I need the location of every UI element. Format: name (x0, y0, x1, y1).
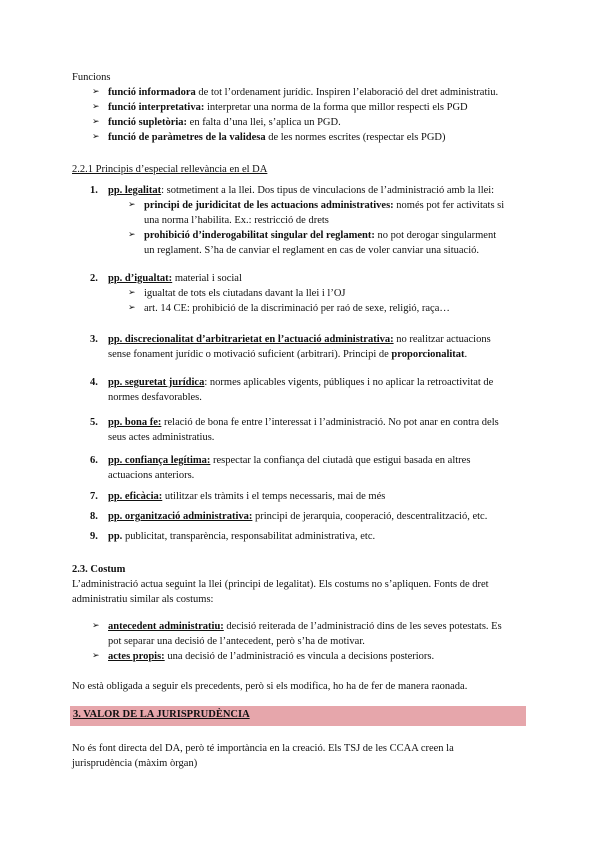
paragraph-line: No està obligada a seguir els precedents, però si els modifica, ho ha de fer de manera raonada. (72, 681, 468, 692)
arrowhead-bullet-icon: ➢ (128, 303, 136, 313)
arrowhead-bullet-icon: ➢ (92, 117, 100, 127)
item-number: 7. (90, 491, 98, 502)
principle-continuation: sense fonament jurídic o motivació suficient (arbitrari). Principi de proporcionalitat. (108, 349, 468, 360)
arrowhead-bullet-icon: ➢ (128, 288, 136, 298)
arrowhead-bullet-icon: ➢ (92, 651, 100, 661)
principle-discrecionalitat: pp. discrecionalitat d’arbitrarietat en l’actuació administrativa: no realitzar actuacions (108, 334, 491, 345)
paragraph-line: administratiu similar als costums: (72, 594, 214, 605)
principle-continuation: normes desfavorables. (108, 392, 202, 403)
item-number: 1. (90, 185, 98, 196)
section-221-title: 2.2.1 Principis d’especial rellevància en el DA (72, 164, 268, 175)
sub-item: igualtat de tots els ciutadans davant la llei i l’OJ (144, 288, 346, 299)
arrowhead-bullet-icon: ➢ (128, 200, 136, 210)
item-number: 9. (90, 531, 98, 542)
arrowhead-bullet-icon: ➢ (128, 230, 136, 240)
list-item: funció de paràmetres de la validesa de les normes escrites (respectar els PGD) (108, 132, 446, 143)
item-number: 6. (90, 455, 98, 466)
arrowhead-bullet-icon: ➢ (92, 87, 100, 97)
principle-eficacia: pp. eficàcia: utilitzar els tràmits i el temps necessaris, mai de més (108, 491, 386, 502)
item-number: 4. (90, 377, 98, 388)
principle-bona-fe: pp. bona fe: relació de bona fe entre l’interessat i l’administració. No pot anar en contra dels (108, 417, 499, 428)
sub-item: prohibició d’inderogabilitat singular del reglament: no pot derogar singularment (144, 230, 497, 241)
item-number: 8. (90, 511, 98, 522)
principle-confianca: pp. confiança legítima: respectar la confiança del ciutadà que estigui basada en altres (108, 455, 471, 466)
section-23-title: 2.3. Costum (72, 564, 126, 575)
paragraph-line: L’administració actua seguint la llei (principi de legalitat). Els costums no s’apliquen. Fonts de dret (72, 579, 489, 590)
paragraph-line: No és font directa del DA, però té importància en la creació. Els TSJ de les CCAA creen la (72, 743, 454, 754)
item-number: 2. (90, 273, 98, 284)
list-item: funció interpretativa: interpretar una norma de la forma que millor respecti els PGD (108, 102, 468, 113)
sub-item: art. 14 CE: prohibició de la discriminació per raó de sexe, religió, raça… (144, 303, 450, 314)
item-number: 3. (90, 334, 98, 345)
list-item: antecedent administratiu: decisió reiterada de l’administració dins de les seves potestats. Es (108, 621, 502, 632)
arrowhead-bullet-icon: ➢ (92, 621, 100, 631)
item-number: 5. (90, 417, 98, 428)
paragraph-line: jurisprudència (màxim òrgan) (72, 758, 198, 769)
list-item: funció supletòria: en falta d’una llei, s’aplica un PGD. (108, 117, 341, 128)
principle-continuation: seus actes administratius. (108, 432, 215, 443)
principle-seguretat: pp. seguretat jurídica: normes aplicables vigents, públiques i no aplicar la retroactivitat de (108, 377, 494, 388)
list-item: actes propis: una decisió de l’administració es vincula a decisions posteriors. (108, 651, 435, 662)
section-3-heading-banner (70, 706, 526, 726)
arrowhead-bullet-icon: ➢ (92, 102, 100, 112)
section-3-title: 3. VALOR DE LA JURISPRUDÈNCIA (73, 709, 250, 720)
sub-item: principi de juridicitat de les actuacions administratives: només pot fer activitats si (144, 200, 505, 211)
arrowhead-bullet-icon: ➢ (92, 132, 100, 142)
funcions-title: Funcions (72, 72, 111, 83)
list-item-continuation: pot separar una decisió de l’antecedent, però s’ha de motivar. (108, 636, 365, 647)
principle-other: pp. publicitat, transparència, responsabilitat administrativa, etc. (108, 531, 376, 542)
sub-item-continuation: una norma l’habilita. Ex.: restricció de drets (144, 215, 329, 226)
principle-organitzacio: pp. organització administrativa: principi de jerarquia, cooperació, descentralització, etc. (108, 511, 488, 522)
principle-continuation: actuacions anteriors. (108, 470, 195, 481)
sub-item-continuation: un reglament. S’ha de canviar el reglament en cas de voler canviar una situació. (144, 245, 479, 256)
principle-igualtat: pp. d’igualtat: material i social (108, 273, 242, 284)
principle-legalitat: pp. legalitat: sotmetiment a la llei. Dos tipus de vinculacions de l’administració amb la llei: (108, 185, 495, 196)
list-item: funció informadora de tot l’ordenament jurídic. Inspiren l’elaboració del dret administratiu. (108, 87, 499, 98)
